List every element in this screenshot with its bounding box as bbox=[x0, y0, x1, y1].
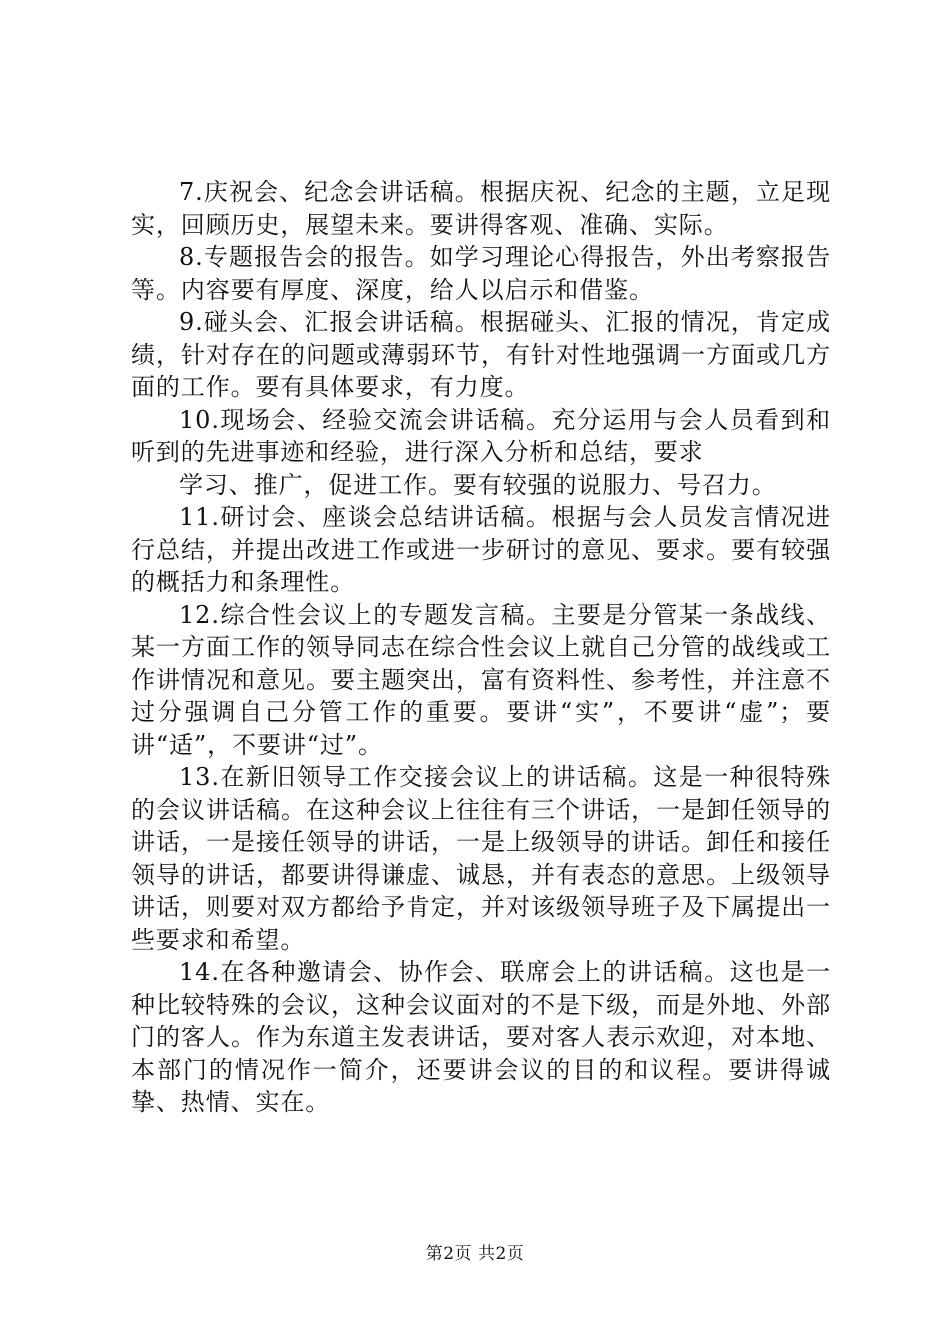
paragraph-9: 9.碰头会、汇报会讲话稿。根据碰头、汇报的情况，肯定成绩，针对存在的问题或薄弱环节，有针对性地强调一方面或几方面的工作。要有具体要求，有力度。 bbox=[131, 308, 831, 401]
page-number-footer: 第2页 共2页 bbox=[425, 1244, 525, 1264]
paragraph-8: 8.专题报告会的报告。如学习理论心得报告，外出考察报告等。内容要有厚度、深度，给人以启示和借鉴。 bbox=[131, 243, 831, 304]
paragraph-10: 10.现场会、经验交流会讲话稿。充分运用与会人员看到和听到的先进事迹和经验，进行深入分析和总结，要求 bbox=[131, 405, 831, 466]
paragraph-13: 13.在新旧领导工作交接会议上的讲话稿。这是一种很特殊的会议讲话稿。在这种会议上往往有三个讲话，一是卸任领导的讲话，一是接任领导的讲话，一是上级领导的讲话。卸任和接任领导的讲话，都要讲得谦虚、诚恳，并有表态的意思。上级领导讲话，则要对双方都给予肯定，并对该级领导班子及下属提出一些要求和希望。 bbox=[131, 763, 831, 954]
paragraph-14: 14.在各种邀请会、协作会、联席会上的讲话稿。这也是一种比较特殊的会议，这种会议面对的不是下级，而是外地、外部门的客人。作为东道主发表讲话，要对客人表示欢迎，对本地、本部门的情况作一简介，还要讲会议的目的和议程。要讲得诚挚、热情、实在。 bbox=[131, 958, 831, 1116]
document-body bbox=[131, 176, 831, 1119]
paragraph-10-continued: 学习、推广，促进工作。要有较强的说服力、号召力。 bbox=[179, 470, 777, 499]
paragraph-12: 12.综合性会议上的专题发言稿。主要是分管某一条战线、某一方面工作的领导同志在综合性会议上就自己分管的战线或工作讲情况和意见。要主题突出，富有资料性、参考性，并注意不过分强调自己分管工作的重要。要讲“实”，不要讲“虚”；要讲“适”，不要讲“过”。 bbox=[131, 600, 831, 759]
paragraph-7: 7.庆祝会、纪念会讲话稿。根据庆祝、纪念的主题，立足现实，回顾历史，展望未来。要讲得客观、准确、实际。 bbox=[131, 178, 831, 239]
paragraph-11: 11.研讨会、座谈会总结讲话稿。根据与会人员发言情况进行总结，并提出改进工作或进一步研讨的意见、要求。要有较强的概括力和条理性。 bbox=[131, 503, 831, 596]
